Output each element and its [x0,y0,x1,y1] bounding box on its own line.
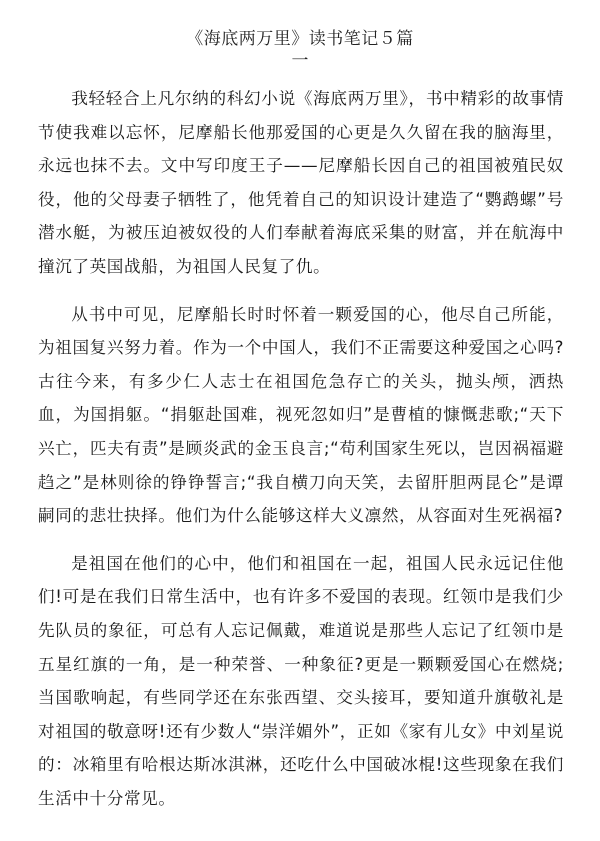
paragraph-1: 我轻轻合上凡尔纳的科幻小说《海底两万里》，书中精彩的故事情节使我难以忘怀，尼摩船长他那爱国的心更是久久留在我的脑海里，永远也抹不去。文中写印度王子——尼摩船长因自己的祖国被殖民奴役，他的父母妻子牺牲了，他凭着自己的知识设计建造了“鹦鹉螺”号潜水艇，为被压迫被奴役的人们奉献着海底采集的财富，并在航海中撞沉了英国战船，为祖国人民复了仇。 [38,89,564,276]
document-body [38,82,564,829]
section-number: 一 [291,51,309,71]
paragraph-3: 是祖国在他们的心中，他们和祖国在一起，祖国人民永远记住他们!可是在我们日常生活中，也有许多不爱国的表现。红领巾是我们少先队员的象征，可总有人忘记佩戴，难道说是那些人忘记了红领巾是五星红旗的一角，是一种荣誉、一种象征?更是一颗颗爱国心在燃烧;当国歌响起，有些同学还在东张西望、交头接耳，要知道升旗敬礼是对祖国的敬意呀!还有少数人“崇洋媚外”，正如《家有儿女》中刘星说的：冰箱里有哈根达斯冰淇淋，还吃什么中国破冰棍!这些现象在我们生活中十分常见。 [38,553,564,808]
paragraph-2: 从书中可见，尼摩船长时时怀着一颗爱国的心，他尽自己所能，为祖国复兴努力着。作为一个中国人，我们不正需要这种爱国之心吗?古往今来，有多少仁人志士在祖国危急存亡的关头，抛头颅，洒热血，为国捐躯。“捐躯赴国难，视死忽如归”是曹植的慷慨悲歌;“天下兴亡，匹夫有责”是顾炎武的金玉良言;“苟利国家生死以，岂因祸福避趋之”是林则徐的铮铮誓言;“我自横刀向天笑，去留肝胆两昆仑”是谭嗣同的悲壮抉择。他们为什么能够这样大义凛然，从容面对生死祸福? [38,304,564,526]
document-title: 《海底两万里》读书笔记５篇 [186,29,414,49]
